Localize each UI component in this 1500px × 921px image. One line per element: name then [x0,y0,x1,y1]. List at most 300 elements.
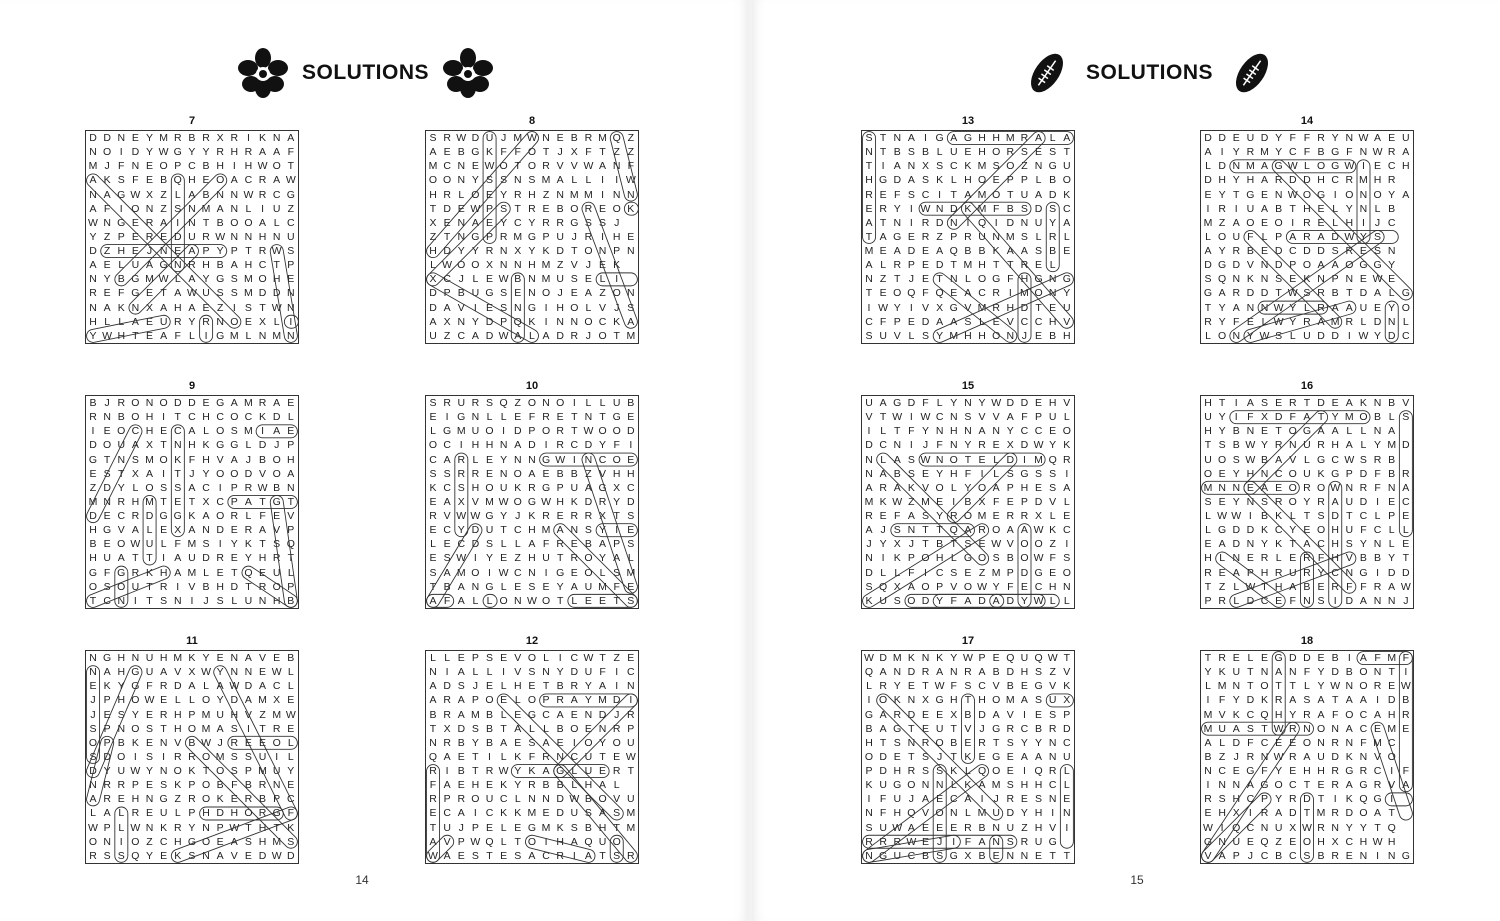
grid-letter: B [1049,329,1057,342]
grid-letter: S [964,411,972,424]
grid-letter: R [443,132,451,144]
grid-letter: T [1346,510,1353,523]
grid-letter: N [513,259,522,272]
grid-letter: B [1049,174,1057,187]
grid-letter: E [1261,245,1269,258]
grid-letter: R [1274,174,1283,187]
grid-letter: B [89,397,97,409]
grid-letter: O [244,216,253,229]
grid-letter: K [865,594,873,607]
grid-letter: Q [1232,821,1241,834]
grid-letter: Y [1261,538,1269,551]
grid-letter: Q [1387,821,1396,834]
grid-letter: Z [514,397,521,409]
grid-letter: L [993,453,1000,466]
grid-letter: C [216,495,224,508]
grid-letter: D [1020,397,1029,409]
grid-letter: N [1048,736,1057,749]
grid-letter: D [173,230,182,243]
grid-letter: E [1345,849,1353,862]
grid-letter: F [231,779,238,792]
grid-letter: B [1388,202,1396,215]
grid-letter: G [216,329,225,342]
grid-letter: Y [1020,807,1028,820]
grid-letter: E [287,722,295,735]
grid-letter: N [202,849,210,862]
grid-letter: V [1049,680,1057,693]
grid-letter: W [1344,453,1355,466]
grid-letter: A [1374,287,1382,300]
grid-letter: C [598,315,607,328]
grid-letter: B [188,132,196,144]
grid-letter: D [103,750,111,763]
grid-letter: V [259,467,267,480]
grid-letter: M [272,329,282,342]
grid-letter: K [1218,666,1226,679]
grid-letter: E [950,287,958,300]
grid-letter: M [949,329,959,342]
answer-loop [1046,694,1073,707]
grid-letter: I [629,694,633,707]
grid-letter: C [1331,174,1339,187]
grid-letter: O [1218,329,1227,342]
grid-letter: R [216,552,224,565]
grid-letter: B [259,793,267,806]
grid-letter: Q [1034,765,1043,778]
grid-letter: E [103,538,111,551]
grid-letter: R [1303,230,1311,243]
answer-loop [228,495,298,508]
grid-letter: T [922,538,929,551]
grid-letter: O [485,425,494,438]
grid-letter: Q [949,524,958,537]
grid-letter: L [458,188,465,201]
grid-letter: S [922,750,930,763]
grid-letter: E [146,329,154,342]
grid-letter: N [457,160,466,173]
grid-letter: Q [131,849,140,862]
grid-letter: Y [1218,188,1226,201]
grid-letter: L [118,807,125,820]
grid-letter: C [443,481,451,494]
grid-letter: Q [485,835,494,848]
grid-letter: R [627,708,635,721]
grid-letter: N [272,132,281,144]
grid-letter: E [117,793,125,806]
grid-letter: I [1206,779,1210,792]
grid-letter: U [1020,188,1029,201]
grid-letter: A [443,301,451,314]
grid-letter: S [443,467,451,480]
grid-letter: D [1317,397,1325,409]
grid-letter: S [950,566,958,579]
grid-letter: K [216,793,224,806]
grid-letter: H [471,481,480,494]
grid-letter: V [174,736,182,749]
grid-letter: Y [1049,216,1057,229]
grid-letter: R [131,566,140,579]
grid-letter: U [103,552,111,565]
grid-letter: I [218,481,222,494]
grid-letter: R [1020,835,1029,848]
grid-letter: Q [907,807,916,820]
grid-letter: Y [103,765,111,778]
answer-loop [1272,652,1285,736]
grid-letter: Z [259,708,266,721]
grid-letter: C [443,524,451,537]
grid-letter: N [457,315,466,328]
grid-letter: P [1246,566,1254,579]
grid-letter: E [1374,301,1382,314]
grid-letter: G [230,439,239,452]
answer-loop [1399,652,1412,792]
grid-letter: T [936,273,943,286]
grid-letter: C [949,793,958,806]
grid-letter: A [471,216,479,229]
grid-letter: T [627,765,635,778]
grid-letter: O [1345,188,1354,201]
grid-letter: N [202,821,210,834]
grid-letter: D [457,722,466,735]
grid-letter: T [1289,538,1296,551]
grid-letter: M [272,708,282,721]
grid-letter: O [1020,538,1029,551]
grid-letter: O [216,765,225,778]
grid-letter: M [1373,736,1382,749]
grid-letter: A [1020,524,1028,537]
grid-letter: Y [202,146,210,159]
grid-letter: G [879,849,888,862]
grid-letter: C [1402,329,1410,342]
grid-letter: P [936,580,944,593]
grid-letter: A [1402,146,1410,159]
grid-letter: S [230,722,238,735]
grid-letter: M [977,188,987,201]
grid-letter: L [1233,580,1240,593]
grid-letter: A [216,680,224,693]
grid-letter: Q [977,765,987,778]
grid-letter: H [216,160,224,173]
grid-letter: D [879,750,887,763]
grid-letter: D [584,439,593,452]
grid-letter: F [1007,580,1014,593]
grid-letter: O [131,722,140,735]
grid-letter: E [1246,481,1254,494]
grid-letter: L [1063,411,1070,424]
grid-letter: K [1063,188,1071,201]
grid-letter: S [103,467,111,480]
grid-letter: N [117,453,126,466]
grid-letter: T [259,538,266,551]
grid-letter: W [1372,835,1383,848]
grid-letter: U [1063,301,1071,314]
grid-letter: B [584,821,592,834]
grid-letter: U [949,146,958,159]
grid-letter: I [1234,397,1238,409]
grid-letter: A [879,708,887,721]
grid-letter: X [216,132,224,144]
grid-letter: D [1331,230,1339,243]
grid-letter: H [258,821,267,834]
grid-letter: C [443,807,451,820]
grid-letter: K [613,315,621,328]
grid-letter: H [131,495,140,508]
grid-letter: C [131,425,140,438]
grid-letter: R [230,132,239,144]
grid-letter: E [936,495,944,508]
grid-letter: A [879,397,887,409]
grid-letter: N [865,849,873,862]
grid-letter: N [1387,849,1396,862]
grid-letter: A [879,722,887,735]
grid-letter: V [570,160,578,173]
grid-letter: N [921,779,930,792]
grid-letter: O [935,736,944,749]
grid-letter: K [103,680,111,693]
grid-letter: A [964,793,972,806]
grid-letter: M [1203,722,1213,735]
grid-letter: H [1402,160,1410,173]
grid-letter: G [1302,425,1311,438]
grid-letter: N [1345,736,1354,749]
grid-letter: D [244,467,253,480]
grid-letter: S [936,765,944,778]
grid-letter: U [1034,216,1043,229]
grid-letter: G [131,680,140,693]
grid-letter: T [160,287,167,300]
grid-letter: C [1288,779,1297,792]
rugby-ball-icon [1227,48,1277,98]
grid-letter: F [1247,411,1254,424]
grid-letter: T [89,594,97,607]
grid-letter: A [1275,807,1283,820]
grid-letter: W [1301,821,1312,834]
grid-letter: K [146,566,154,579]
grid-letter: F [950,594,957,607]
grid-letter: R [159,580,168,593]
grid-letter: M [159,132,169,144]
grid-letter: E [599,202,607,215]
grid-letter: F [542,538,550,551]
grid-letter: U [1048,694,1057,707]
grid-letter: V [471,495,479,508]
grid-letter: M [244,425,253,438]
grid-letter: M [428,160,438,173]
grid-letter: E [216,566,224,579]
grid-letter: Y [950,397,958,409]
grid-letter: U [117,439,126,452]
puzzle-18 [1200,634,1414,864]
grid-letter: F [1247,230,1254,243]
grid-letter: M [88,160,98,173]
grid-letter: P [287,259,295,272]
grid-letter: J [937,750,943,763]
grid-letter: O [131,411,140,424]
grid-letter: U [145,538,154,551]
grid-letter: N [1232,329,1241,342]
grid-letter: A [978,779,986,792]
grid-letter: O [527,835,536,848]
grid-letter: O [117,425,126,438]
grid-letter: B [1388,397,1396,409]
grid-letter: T [1261,722,1268,735]
grid-letter: K [627,202,635,215]
grid-letter: L [964,807,971,820]
grid-letter: A [556,174,564,187]
grid-letter: S [131,453,139,466]
grid-letter: M [485,495,494,508]
grid-letter: F [1402,652,1410,664]
grid-letter: Z [1218,750,1226,763]
grid-letter: H [244,160,253,173]
grid-letter: I [1376,495,1379,508]
puzzle-number: 10 [525,380,539,392]
grid-letter: R [103,793,111,806]
grid-letter: P [1289,259,1297,272]
grid-letter: P [1204,594,1212,607]
answer-loop [1202,722,1314,735]
grid-letter: S [89,722,97,735]
grid-letter: B [542,779,550,792]
grid-letter: S [964,680,972,693]
answer-loop [1241,408,1330,497]
grid-letter: R [879,202,887,215]
grid-letter: O [570,202,579,215]
grid-letter: D [528,439,536,452]
answer-loop [568,594,638,607]
grid-letter: B [556,202,564,215]
grid-letter: E [1289,765,1297,778]
grid-letter: L [1261,315,1268,328]
grid-letter: N [1232,779,1241,792]
grid-letter: A [146,467,154,480]
grid-letter: Y [1232,174,1240,187]
grid-letter: W [991,538,1002,551]
grid-letter: H [1218,174,1226,187]
grid-letter: N [1260,273,1269,286]
grid-letter: N [598,722,607,735]
grid-letter: L [1289,329,1296,342]
grid-letter: P [230,495,238,508]
grid-letter: A [89,793,97,806]
grid-letter: L [543,722,549,735]
grid-letter: R [1274,566,1283,579]
grid-letter: D [1303,652,1311,664]
grid-letter: O [1316,160,1326,173]
grid-letter: H [1387,708,1396,721]
grid-letter: L [571,779,578,792]
grid-letter: O [216,510,225,523]
grid-letter: I [133,594,137,607]
grid-letter: N [89,652,97,664]
grid-letter: R [1359,765,1368,778]
grid-letter: N [89,273,97,286]
grid-letter: S [1345,538,1353,551]
grid-letter: A [1020,750,1028,763]
grid-letter: W [498,273,509,286]
grid-letter: X [893,580,901,593]
grid-letter: N [287,287,295,300]
grid-letter: O [1302,188,1311,201]
grid-letter: C [457,538,466,551]
grid-letter: R [457,793,466,806]
grid-letter: E [202,397,210,409]
grid-letter: L [950,779,957,792]
grid-letter: L [979,315,985,328]
grid-letter: S [1049,481,1057,494]
grid-letter: U [570,481,579,494]
grid-letter: E [486,821,494,834]
grid-letter: G [527,301,536,314]
grid-letter: E [287,273,295,286]
grid-letter: E [1289,736,1297,749]
grid-letter: I [1065,821,1069,834]
grid-letter: I [572,397,576,409]
grid-letter: Y [992,580,1000,593]
grid-letter: H [173,301,182,314]
grid-letter: U [584,765,593,778]
grid-letter: Y [244,552,252,565]
grid-letter: W [555,453,566,466]
grid-letter: B [287,594,295,607]
grid-letter: K [244,538,252,551]
grid-letter: F [879,807,887,820]
grid-letter: O [977,481,987,494]
grid-letter: R [188,259,196,272]
grid-letter: B [273,481,281,494]
answer-loop [212,663,300,822]
grid-letter: Z [160,202,167,215]
grid-letter: W [271,666,282,679]
grid-letter: H [1204,425,1212,438]
grid-letter: N [1303,722,1311,735]
grid-letter: K [528,765,536,778]
grid-letter: F [500,146,507,159]
grid-letter: S [1303,694,1311,707]
word-search-grid [1200,395,1414,609]
grid-letter: M [977,807,987,820]
grid-letter: M [541,524,551,537]
grid-letter: B [1317,146,1325,159]
grid-letter: C [1034,315,1043,328]
grid-letter: K [174,849,182,862]
grid-letter: E [542,580,550,593]
grid-letter: R [443,708,451,721]
grid-letter: T [879,132,887,144]
grid-letter: R [893,835,902,848]
grid-letter: F [908,425,915,438]
grid-letter: R [258,188,267,201]
grid-letter: W [257,160,268,173]
grid-letter: O [935,807,944,820]
grid-letter: S [443,552,451,565]
grid-letter: K [131,736,139,749]
grid-letter: R [1402,708,1410,721]
grid-letter: W [1372,273,1383,286]
grid-letter: U [1232,666,1241,679]
grid-letter: G [159,793,168,806]
grid-letter: E [1049,425,1057,438]
grid-letter: E [103,287,111,300]
grid-letter: A [160,216,168,229]
grid-letter: L [1205,510,1211,523]
grid-letter: E [1204,807,1212,820]
grid-letter: F [1331,708,1339,721]
grid-letter: D [287,849,295,862]
grid-letter: E [244,849,252,862]
grid-letter: A [273,174,281,187]
grid-letter: D [1345,807,1354,820]
